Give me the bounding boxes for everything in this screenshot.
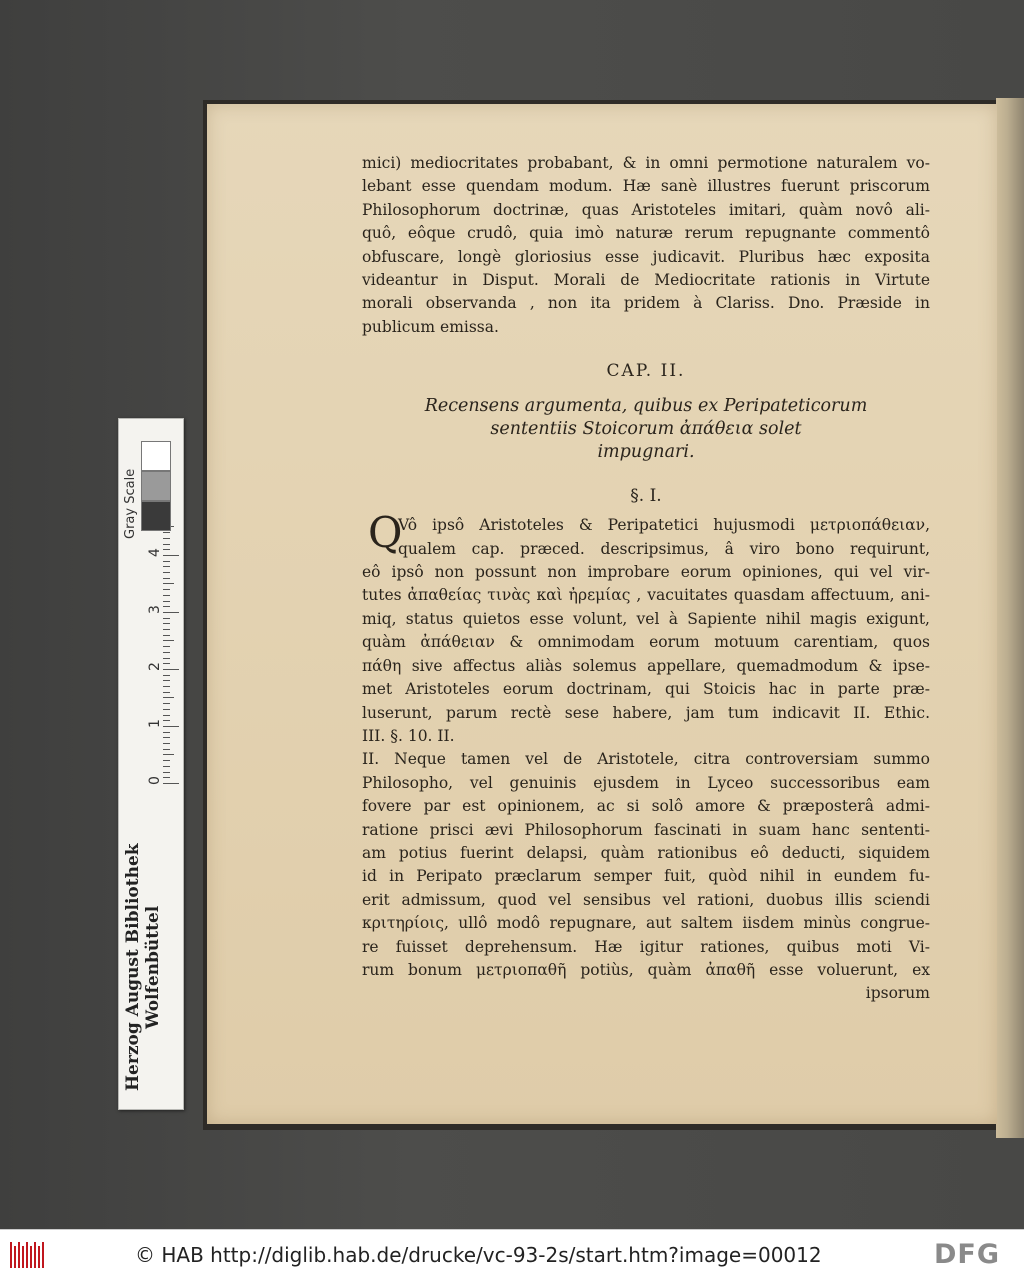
ruler-tick <box>163 760 170 761</box>
text-line: miq, status quietos esse volunt, vel à Sapiente nihil magis exigunt, <box>362 609 930 628</box>
text-line: re fuisset deprehensum. Hæ igitur rationes, quibus moti Vi- <box>362 937 930 956</box>
text-line: rum bonum μετριοπαθῆ potiùs, quàm ἀπαθῆ esse voluerunt, ex <box>362 960 930 979</box>
ruler-tick <box>163 720 170 721</box>
ruler-tick <box>163 715 170 716</box>
ruler-tick <box>163 595 170 596</box>
institution-city: Wolfenbüttel <box>143 905 163 1029</box>
ruler-tick <box>163 623 170 624</box>
logo-bar <box>42 1242 44 1268</box>
ruler-tick <box>163 549 170 550</box>
logo-bar <box>38 1246 40 1268</box>
ruler-tick <box>163 703 170 704</box>
drop-cap: Q <box>368 508 403 558</box>
ruler-number: 3 <box>147 605 163 614</box>
paragraph-1 <box>362 508 930 748</box>
heading-line: impugnari. <box>597 442 695 463</box>
book-edge <box>996 98 1024 1138</box>
logo-bar <box>34 1242 36 1268</box>
ruler-tick <box>163 737 170 738</box>
ruler-tick <box>163 675 170 676</box>
institution-name: Herzog August Bibliothek <box>123 843 143 1091</box>
ruler-number: 4 <box>147 548 163 557</box>
logo-bar <box>18 1242 20 1268</box>
ruler-number: 1 <box>147 719 163 728</box>
ruler-tick <box>163 680 170 681</box>
logo-bar <box>10 1242 12 1268</box>
ruler-tick <box>163 618 170 619</box>
copyright-link[interactable]: © HAB http://diglib.hab.de/drucke/vc-93-2s/start.htm?image=00012 <box>135 1243 822 1267</box>
ruler-tick <box>163 629 170 630</box>
text-line: erit admissum, quod vel sensibus vel rationi, duobus illis sciendi <box>362 890 930 909</box>
reference-scale <box>118 418 184 1110</box>
ruler-number: 0 <box>147 776 163 785</box>
ruler-tick <box>163 578 170 579</box>
gray-swatch-light <box>141 441 171 471</box>
dfg-logo: DFG <box>934 1239 1001 1270</box>
text-line: mici) mediocritates probabant, & in omni permotione naturalem vo- <box>362 154 930 172</box>
text-line: Vô ipsô Aristoteles & Peripatetici hujusmodi μετριοπάθειαν, <box>398 516 930 535</box>
ruler-number: 2 <box>147 662 163 671</box>
ruler-tick <box>163 686 170 687</box>
text-line: luserunt, parum rectè sese habere, jam tum indicavit II. Ethic. <box>362 703 930 722</box>
text-line: lebant esse quendam modum. Hæ sanè illustres fuerunt priscorum <box>362 177 930 196</box>
ruler-tick <box>163 652 170 653</box>
ruler-tick <box>163 692 170 693</box>
heading-line: sententiis Stoicorum ἀπάθεια solet <box>490 419 802 440</box>
page-text <box>362 152 930 1006</box>
hab-logo-icon <box>8 1240 48 1270</box>
logo-bar <box>22 1246 24 1268</box>
text-line: publicum emissa. <box>362 317 499 336</box>
ruler-tick <box>163 663 170 664</box>
text-line: quàm ἀπάθειαν & omnimodam eorum motuum carentiam, quos <box>362 633 930 652</box>
gray-swatch-mid <box>141 471 171 501</box>
ruler-tick <box>163 755 174 756</box>
text-line: ratione prisci ævi Philosophorum fascinati in suam hanc sententi- <box>362 820 930 839</box>
ruler-tick <box>163 726 179 727</box>
ruler-tick <box>163 601 170 602</box>
text-line: id in Peripato præclarum semper fuit, quòd nihil in eundem fu- <box>362 867 930 886</box>
section-number: §. I. <box>630 486 662 507</box>
ruler-tick <box>163 709 170 710</box>
text-line: fovere par est opinionem, ac si solô amore & præposterâ admi- <box>362 797 930 816</box>
text-line: κριτηρίοις, ullô modô repugnare, aut saltem iisdem minùs congrue- <box>362 914 930 933</box>
text-line: II. Neque tamen vel de Aristotele, citra controversiam summo <box>362 750 930 769</box>
top-paragraph <box>362 152 930 339</box>
ruler-tick <box>163 669 179 670</box>
text-line: videantur in Disput. Morali de Mediocritate rationis in Virtute <box>362 271 930 290</box>
heading-line: Recensens argumenta, quibus ex Peripateticorum <box>424 396 868 417</box>
ruler-tick <box>163 612 179 613</box>
ruler-tick <box>163 544 170 545</box>
text-line: Philosopho, vel genuinis ejusdem in Lyceo successoribus eam <box>362 773 930 792</box>
text-line: met Aristoteles eorum doctrinam, qui Stoicis hac in parte præ- <box>362 680 930 699</box>
ruler-tick <box>163 777 170 778</box>
ruler-tick <box>163 766 170 767</box>
ruler-tick <box>163 749 170 750</box>
text-line: Philosophorum doctrinæ, quas Aristoteles imitari, quàm novô ali- <box>362 200 930 219</box>
footer-bar <box>0 1229 1024 1280</box>
ruler-tick <box>163 532 170 533</box>
ruler-tick <box>163 743 170 744</box>
ruler-tick <box>163 572 170 573</box>
logo-bar <box>14 1246 16 1268</box>
ruler-tick <box>163 555 179 556</box>
text-line: qualem cap. præced. descripsimus, â viro bono requirunt, <box>398 539 930 558</box>
ruler-tick <box>163 538 170 539</box>
ruler-tick <box>163 641 174 642</box>
text-line: am potius fuerint delapsi, quàm rationibus eô deducti, siquidem <box>362 843 930 862</box>
text-line: quô, eôque crudô, quia imò naturæ rerum repugnante commentô <box>362 224 930 243</box>
text-line: morali observanda , non ita pridem à Clariss. Dno. Præside in <box>362 294 930 313</box>
ruler-tick <box>163 698 174 699</box>
ruler-tick <box>163 566 170 567</box>
logo-bar <box>26 1242 28 1268</box>
ruler-tick <box>163 584 174 585</box>
text-line: eô ipsô non possunt non improbare eorum opiniones, qui vel vir- <box>362 563 930 582</box>
logo-bar <box>30 1246 32 1268</box>
gray-scale-label: Gray Scale <box>123 468 138 539</box>
text-line: obfuscare, longè gloriosius esse judicavit. Pluribus hæc exposita <box>362 247 930 266</box>
ruler-tick <box>163 658 170 659</box>
ruler-tick <box>163 732 170 733</box>
catchword: ipsorum <box>865 984 930 1003</box>
chapter-heading <box>362 395 930 464</box>
ruler-tick <box>163 589 170 590</box>
paragraph-2 <box>362 748 930 1005</box>
ruler-tick <box>163 635 170 636</box>
chapter-title: CAP. II. <box>606 361 686 382</box>
gray-swatch-dark <box>141 501 171 531</box>
ruler-tick <box>163 646 170 647</box>
text-line: πάθη sive affectus aliàs solemus appellare, quemadmodum & ipse- <box>362 656 930 675</box>
ruler-tick <box>163 561 170 562</box>
text-line: tutes ἀπαθείας τινὰς καὶ ἠρεμίας , vacuitates quasdam affectuum, ani- <box>362 586 930 605</box>
ruler-tick <box>163 772 170 773</box>
text-line: III. §. 10. II. <box>362 726 455 745</box>
ruler-tick <box>163 783 179 784</box>
ruler-tick <box>163 606 170 607</box>
